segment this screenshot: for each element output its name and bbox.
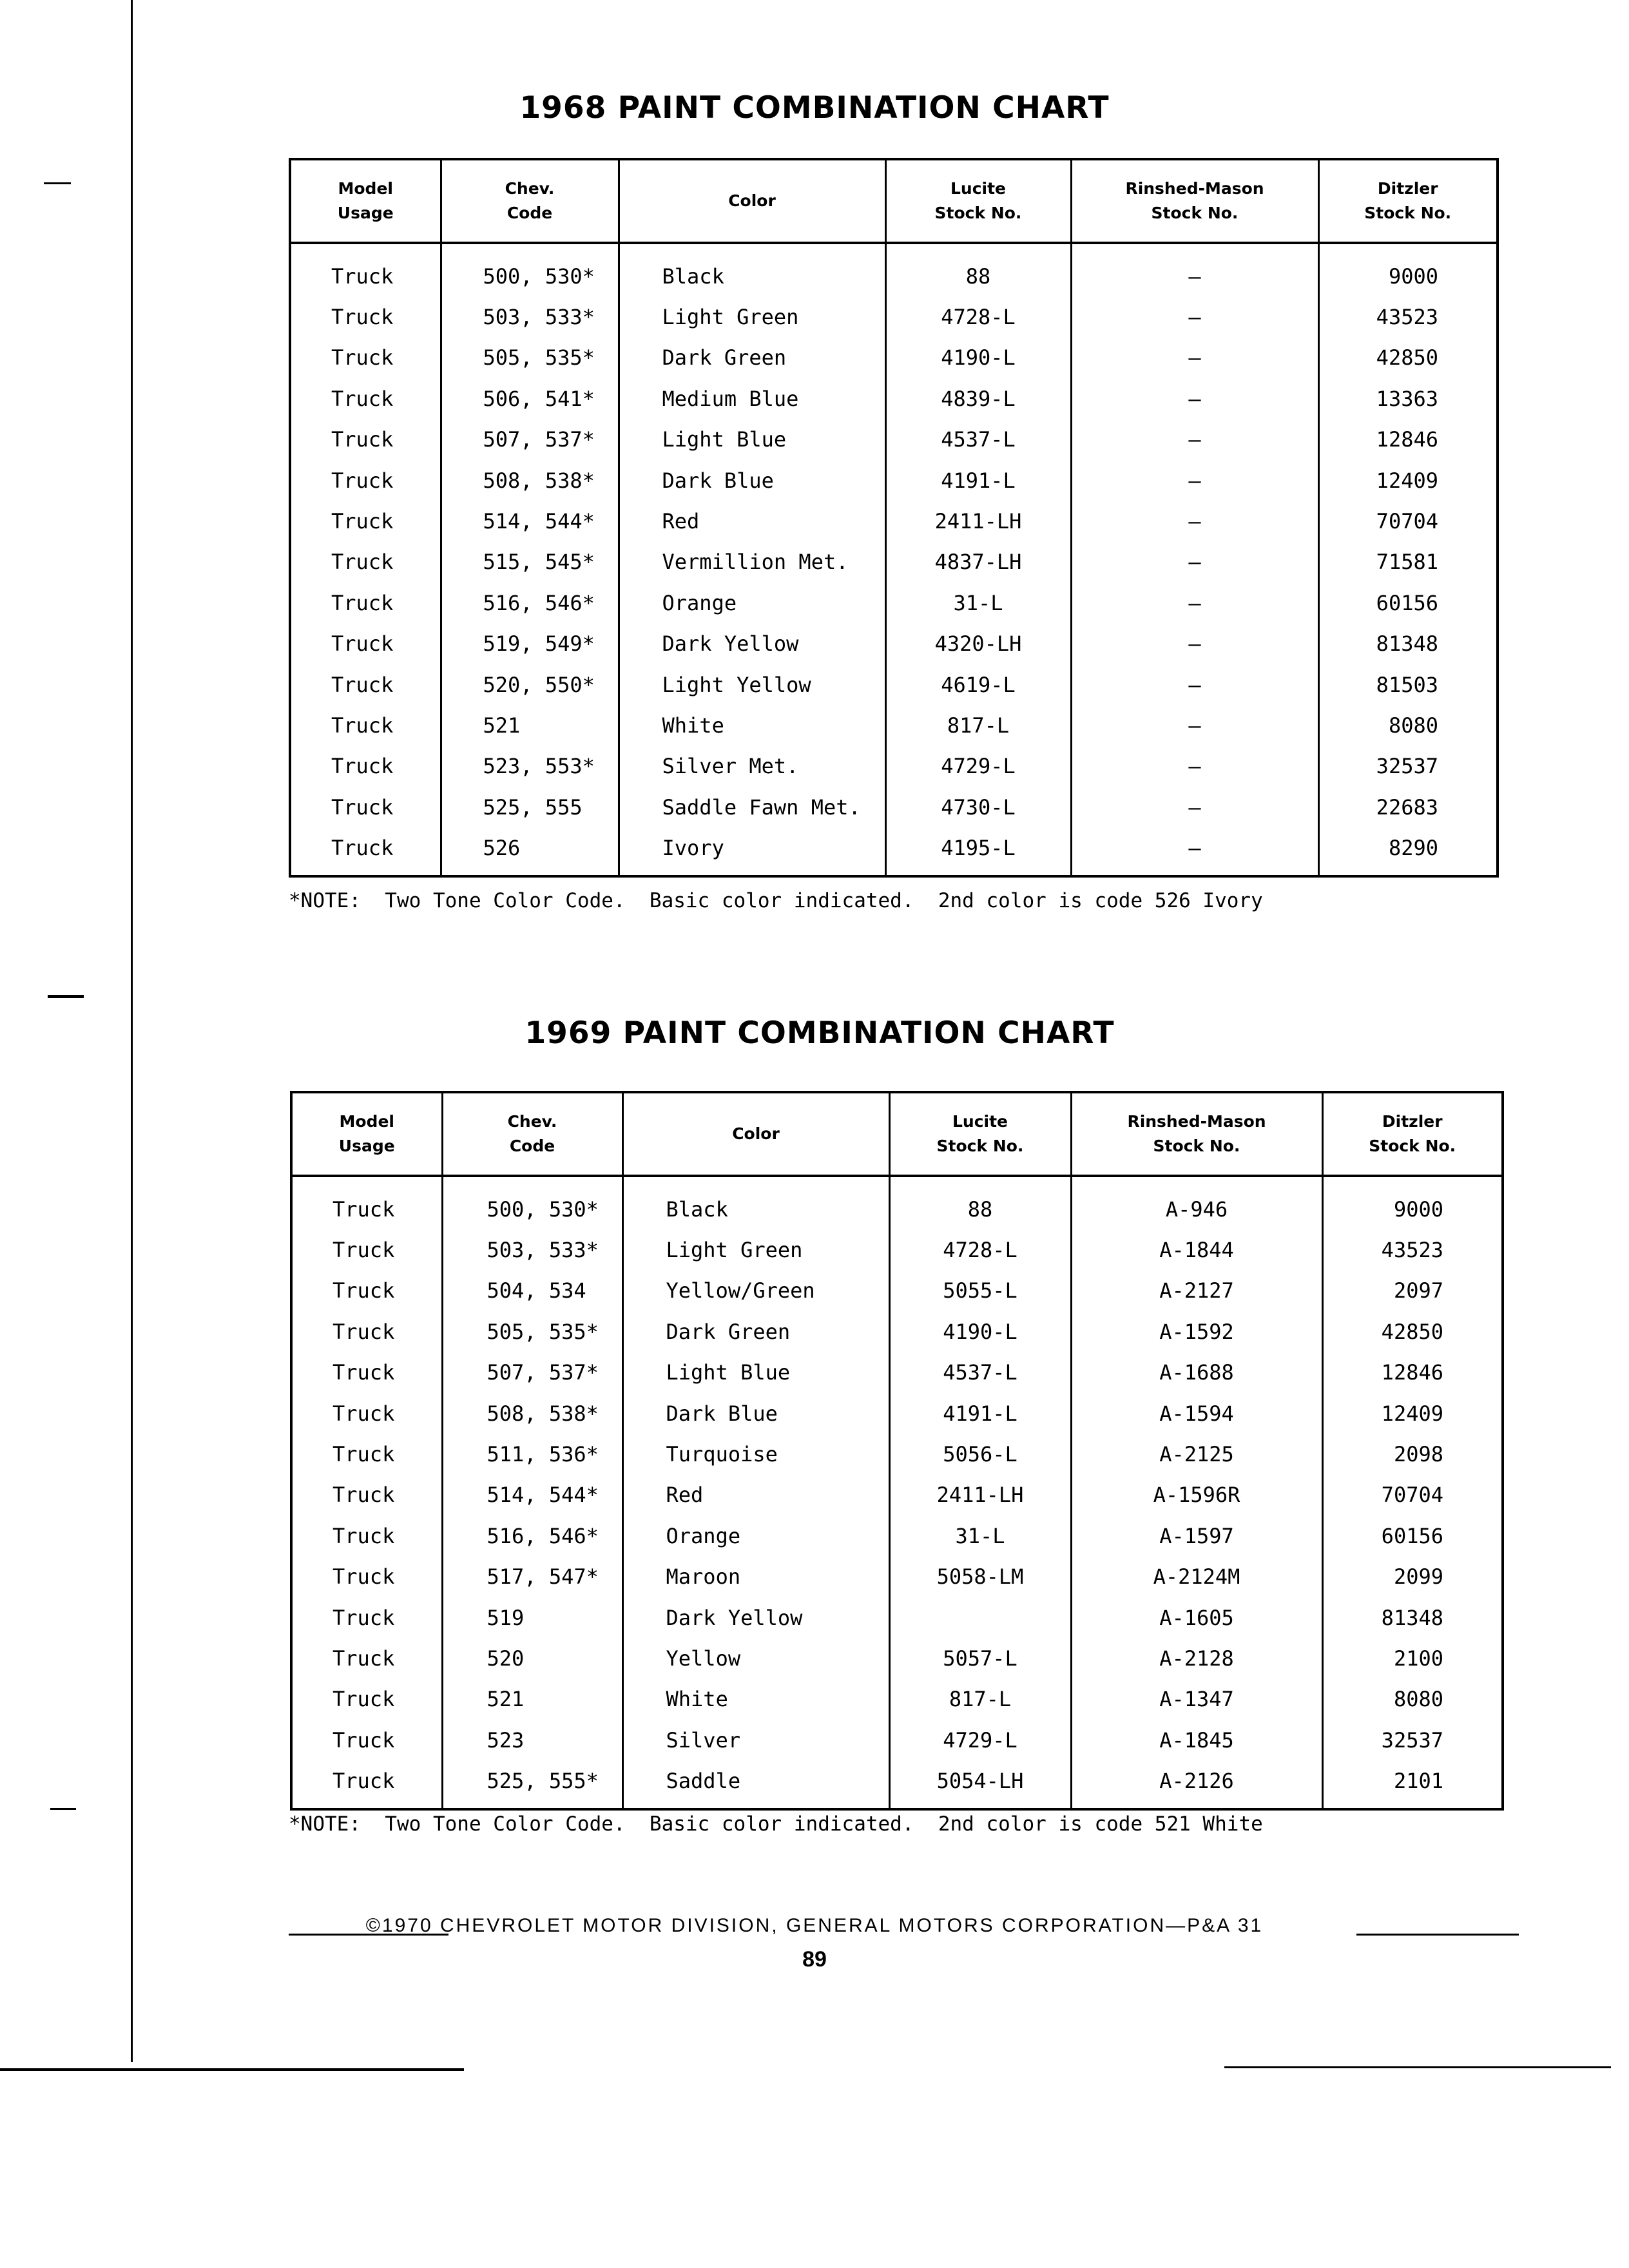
cell-color: Dark Green	[619, 338, 885, 378]
cell-ditzler: 60156	[1318, 582, 1498, 623]
cell-code: 503, 533*	[442, 1229, 622, 1270]
cell-color: Ivory	[619, 827, 885, 876]
cell-ditzler: 81348	[1318, 624, 1498, 664]
cell-lucite: 5055-L	[889, 1271, 1071, 1311]
table-row	[290, 787, 1498, 827]
cell-color: Light Green	[619, 296, 885, 337]
cell-ditzler: 2099	[1322, 1557, 1503, 1597]
cell-rinshed-mason: A-1596R	[1071, 1475, 1322, 1515]
margin-tick	[44, 182, 71, 184]
cell-ditzler: 60156	[1322, 1515, 1503, 1556]
cell-model: Truck	[291, 1393, 442, 1434]
cell-model: Truck	[291, 1229, 442, 1270]
paint-table-1969	[290, 1091, 1504, 1811]
cell-rinshed-mason: A-2127	[1071, 1271, 1322, 1311]
cell-color: Silver Met.	[619, 746, 885, 787]
footer-rule-right	[1356, 1934, 1519, 1936]
cell-color: Vermillion Met.	[619, 542, 885, 582]
table-row	[291, 1352, 1503, 1393]
cell-code: 505, 535*	[441, 338, 619, 378]
cell-code: 508, 538*	[441, 460, 619, 501]
cell-code: 500, 530*	[442, 1176, 622, 1229]
cell-rinshed-mason: –	[1071, 419, 1318, 460]
table-row	[290, 501, 1498, 541]
cell-lucite: 4837-LH	[885, 542, 1071, 582]
table-header-row	[290, 159, 1498, 243]
cell-model: Truck	[290, 624, 441, 664]
cell-code: 525, 555	[441, 787, 619, 827]
cell-color: Orange	[622, 1515, 889, 1556]
cell-rinshed-mason: A-1845	[1071, 1720, 1322, 1760]
cell-model: Truck	[290, 582, 441, 623]
cell-rinshed-mason: –	[1071, 787, 1318, 827]
cell-code: 517, 547*	[442, 1557, 622, 1597]
table-row	[291, 1475, 1503, 1515]
cell-ditzler: 13363	[1318, 378, 1498, 419]
cell-rinshed-mason: –	[1071, 501, 1318, 541]
cell-ditzler: 81348	[1322, 1597, 1503, 1638]
cell-lucite: 4728-L	[889, 1229, 1071, 1270]
table-row	[290, 664, 1498, 705]
cell-color: Dark Blue	[622, 1393, 889, 1434]
cell-model: Truck	[290, 419, 441, 460]
cell-lucite: 31-L	[885, 582, 1071, 623]
cell-model: Truck	[290, 243, 441, 296]
cell-color: Light Yellow	[619, 664, 885, 705]
table-row	[291, 1720, 1503, 1760]
header-ditzler: Ditzler Stock No.	[1322, 1092, 1503, 1176]
cell-lucite: 4729-L	[885, 746, 1071, 787]
table-row	[290, 705, 1498, 745]
cell-rinshed-mason: A-946	[1071, 1176, 1322, 1229]
header-chev-code: Chev. Code	[441, 159, 619, 243]
header-lucite: Lucite Stock No.	[889, 1092, 1071, 1176]
cell-rinshed-mason: A-1347	[1071, 1679, 1322, 1720]
cell-color: Dark Yellow	[622, 1597, 889, 1638]
cell-lucite: 5054-LH	[889, 1760, 1071, 1809]
cell-lucite: 4839-L	[885, 378, 1071, 419]
cell-code: 523	[442, 1720, 622, 1760]
cell-ditzler: 22683	[1318, 787, 1498, 827]
cell-lucite: 817-L	[889, 1679, 1071, 1720]
header-rinshed-mason: Rinshed-Mason Stock No.	[1071, 1092, 1322, 1176]
table-row	[291, 1557, 1503, 1597]
cell-rinshed-mason: A-2126	[1071, 1760, 1322, 1809]
page-number: 89	[802, 1947, 827, 1972]
header-rinshed-mason: Rinshed-Mason Stock No.	[1071, 159, 1318, 243]
copyright-footer: ©1970 CHEVROLET MOTOR DIVISION, GENERAL MOTORS CORPORATION—P&A 31	[365, 1915, 1264, 1936]
cell-lucite: 5058-LM	[889, 1557, 1071, 1597]
table-row	[290, 296, 1498, 337]
cell-lucite: 4619-L	[885, 664, 1071, 705]
cell-lucite: 5056-L	[889, 1434, 1071, 1474]
cell-model: Truck	[291, 1760, 442, 1809]
cell-rinshed-mason: A-1605	[1071, 1597, 1322, 1638]
cell-rinshed-mason: –	[1071, 460, 1318, 501]
cell-ditzler: 43523	[1322, 1229, 1503, 1270]
cell-color: Red	[619, 501, 885, 541]
header-lucite: Lucite Stock No.	[885, 159, 1071, 243]
cell-code: 503, 533*	[441, 296, 619, 337]
cell-ditzler: 12846	[1322, 1352, 1503, 1393]
cell-code: 521	[441, 705, 619, 745]
cell-model: Truck	[291, 1311, 442, 1352]
cell-color: Light Green	[622, 1229, 889, 1270]
cell-ditzler: 42850	[1322, 1311, 1503, 1352]
cell-code: 516, 546*	[442, 1515, 622, 1556]
cell-lucite: 4537-L	[885, 419, 1071, 460]
cell-model: Truck	[291, 1434, 442, 1474]
cell-ditzler: 81503	[1318, 664, 1498, 705]
margin-tick	[50, 1808, 76, 1810]
cell-model: Truck	[290, 787, 441, 827]
cell-model: Truck	[291, 1176, 442, 1229]
header-ditzler: Ditzler Stock No.	[1318, 159, 1498, 243]
margin-tick	[48, 995, 84, 998]
cell-code: 515, 545*	[441, 542, 619, 582]
cell-code: 520	[442, 1638, 622, 1678]
cell-color: Light Blue	[619, 419, 885, 460]
cell-lucite: 817-L	[885, 705, 1071, 745]
cell-model: Truck	[290, 705, 441, 745]
cell-rinshed-mason: –	[1071, 705, 1318, 745]
cell-ditzler: 8290	[1318, 827, 1498, 876]
cell-code: 500, 530*	[441, 243, 619, 296]
cell-color: Black	[619, 243, 885, 296]
cell-lucite: 88	[885, 243, 1071, 296]
cell-model: Truck	[290, 338, 441, 378]
cell-code: 514, 544*	[442, 1475, 622, 1515]
cell-rinshed-mason: –	[1071, 542, 1318, 582]
cell-ditzler: 42850	[1318, 338, 1498, 378]
cell-rinshed-mason: A-1844	[1071, 1229, 1322, 1270]
cell-model: Truck	[291, 1597, 442, 1638]
cell-code: 519, 549*	[441, 624, 619, 664]
cell-model: Truck	[291, 1271, 442, 1311]
table-row	[290, 542, 1498, 582]
cell-lucite: 4191-L	[885, 460, 1071, 501]
cell-ditzler: 70704	[1322, 1475, 1503, 1515]
cell-model: Truck	[291, 1475, 442, 1515]
cell-rinshed-mason: –	[1071, 827, 1318, 876]
cell-color: Yellow/Green	[622, 1271, 889, 1311]
table-row	[291, 1760, 1503, 1809]
cell-lucite: 2411-LH	[889, 1475, 1071, 1515]
cell-rinshed-mason: A-2125	[1071, 1434, 1322, 1474]
cell-color: Black	[622, 1176, 889, 1229]
cell-code: 523, 553*	[441, 746, 619, 787]
bottom-right-margin-line	[1224, 2066, 1611, 2068]
cell-model: Truck	[290, 542, 441, 582]
chart-1968-title: 1968 PAINT COMBINATION CHART	[519, 90, 1110, 126]
cell-model: Truck	[291, 1557, 442, 1597]
cell-rinshed-mason: –	[1071, 296, 1318, 337]
cell-color: Dark Yellow	[619, 624, 885, 664]
cell-code: 520, 550*	[441, 664, 619, 705]
cell-model: Truck	[291, 1679, 442, 1720]
cell-ditzler: 8080	[1322, 1679, 1503, 1720]
table-row	[290, 419, 1498, 460]
cell-code: 516, 546*	[441, 582, 619, 623]
cell-rinshed-mason: A-1594	[1071, 1393, 1322, 1434]
cell-color: Red	[622, 1475, 889, 1515]
cell-code: 505, 535*	[442, 1311, 622, 1352]
header-chev-code: Chev. Code	[442, 1092, 622, 1176]
cell-color: Light Blue	[622, 1352, 889, 1393]
cell-color: White	[622, 1679, 889, 1720]
cell-model: Truck	[290, 460, 441, 501]
table-row	[290, 827, 1498, 876]
cell-model: Truck	[290, 664, 441, 705]
cell-color: Saddle Fawn Met.	[619, 787, 885, 827]
cell-ditzler: 70704	[1318, 501, 1498, 541]
cell-lucite: 4537-L	[889, 1352, 1071, 1393]
cell-rinshed-mason: –	[1071, 664, 1318, 705]
paint-table-1968	[289, 158, 1499, 878]
cell-color: Yellow	[622, 1638, 889, 1678]
cell-color: Orange	[619, 582, 885, 623]
table-row	[291, 1434, 1503, 1474]
cell-color: White	[619, 705, 885, 745]
table-row	[290, 243, 1498, 296]
cell-ditzler: 9000	[1322, 1176, 1503, 1229]
cell-ditzler: 12409	[1318, 460, 1498, 501]
cell-model: Truck	[290, 378, 441, 419]
cell-rinshed-mason: –	[1071, 624, 1318, 664]
cell-model: Truck	[291, 1720, 442, 1760]
cell-lucite: 4729-L	[889, 1720, 1071, 1760]
table-row	[291, 1679, 1503, 1720]
cell-code: 521	[442, 1679, 622, 1720]
table-row	[290, 460, 1498, 501]
cell-ditzler: 2098	[1322, 1434, 1503, 1474]
cell-ditzler: 9000	[1318, 243, 1498, 296]
cell-lucite: 31-L	[889, 1515, 1071, 1556]
cell-code: 511, 536*	[442, 1434, 622, 1474]
cell-ditzler: 71581	[1318, 542, 1498, 582]
cell-lucite: 4190-L	[885, 338, 1071, 378]
table-row	[290, 746, 1498, 787]
cell-code: 508, 538*	[442, 1393, 622, 1434]
table-row	[291, 1597, 1503, 1638]
cell-ditzler: 12846	[1318, 419, 1498, 460]
cell-lucite: 4195-L	[885, 827, 1071, 876]
cell-model: Truck	[290, 746, 441, 787]
table-row	[291, 1311, 1503, 1352]
cell-model: Truck	[290, 296, 441, 337]
cell-ditzler: 2101	[1322, 1760, 1503, 1809]
cell-code: 525, 555*	[442, 1760, 622, 1809]
cell-model: Truck	[290, 501, 441, 541]
header-model-usage: Model Usage	[291, 1092, 442, 1176]
cell-ditzler: 8080	[1318, 705, 1498, 745]
table-row	[290, 338, 1498, 378]
table-row	[291, 1271, 1503, 1311]
table-row	[291, 1638, 1503, 1678]
cell-code: 506, 541*	[441, 378, 619, 419]
table-row	[290, 378, 1498, 419]
cell-color: Dark Blue	[619, 460, 885, 501]
cell-rinshed-mason: A-2128	[1071, 1638, 1322, 1678]
cell-code: 504, 534	[442, 1271, 622, 1311]
table-row	[290, 624, 1498, 664]
note-1968: *NOTE: Two Tone Color Code. Basic color indicated. 2nd color is code 526 Ivory	[289, 889, 1263, 912]
bottom-margin-line	[0, 2068, 464, 2071]
cell-color: Turquoise	[622, 1434, 889, 1474]
cell-lucite: 4730-L	[885, 787, 1071, 827]
cell-code: 507, 537*	[442, 1352, 622, 1393]
note-1969: *NOTE: Two Tone Color Code. Basic color indicated. 2nd color is code 521 White	[289, 1812, 1263, 1836]
header-color: Color	[622, 1092, 889, 1176]
cell-rinshed-mason: A-1592	[1071, 1311, 1322, 1352]
cell-model: Truck	[290, 827, 441, 876]
cell-model: Truck	[291, 1515, 442, 1556]
cell-ditzler: 32537	[1318, 746, 1498, 787]
table-row	[290, 582, 1498, 623]
cell-code: 519	[442, 1597, 622, 1638]
cell-code: 514, 544*	[441, 501, 619, 541]
cell-ditzler: 2097	[1322, 1271, 1503, 1311]
cell-color: Saddle	[622, 1760, 889, 1809]
cell-code: 507, 537*	[441, 419, 619, 460]
cell-lucite: 4190-L	[889, 1311, 1071, 1352]
cell-color: Maroon	[622, 1557, 889, 1597]
cell-rinshed-mason: –	[1071, 378, 1318, 419]
cell-code: 526	[441, 827, 619, 876]
cell-color: Silver	[622, 1720, 889, 1760]
cell-ditzler: 12409	[1322, 1393, 1503, 1434]
cell-rinshed-mason: –	[1071, 243, 1318, 296]
cell-rinshed-mason: A-1688	[1071, 1352, 1322, 1393]
cell-rinshed-mason: –	[1071, 338, 1318, 378]
cell-model: Truck	[291, 1638, 442, 1678]
cell-color: Medium Blue	[619, 378, 885, 419]
cell-lucite: 4320-LH	[885, 624, 1071, 664]
cell-model: Truck	[291, 1352, 442, 1393]
cell-lucite: 5057-L	[889, 1638, 1071, 1678]
cell-rinshed-mason: –	[1071, 582, 1318, 623]
table-row	[291, 1393, 1503, 1434]
table-row	[291, 1229, 1503, 1270]
cell-ditzler: 2100	[1322, 1638, 1503, 1678]
cell-color: Dark Green	[622, 1311, 889, 1352]
table-row	[291, 1176, 1503, 1229]
cell-lucite: 4728-L	[885, 296, 1071, 337]
cell-lucite	[889, 1597, 1071, 1638]
cell-rinshed-mason: –	[1071, 746, 1318, 787]
header-model-usage: Model Usage	[290, 159, 441, 243]
cell-ditzler: 32537	[1322, 1720, 1503, 1760]
header-color: Color	[619, 159, 885, 243]
cell-rinshed-mason: A-2124M	[1071, 1557, 1322, 1597]
chart-1969-title: 1969 PAINT COMBINATION CHART	[525, 1015, 1115, 1051]
cell-lucite: 4191-L	[889, 1393, 1071, 1434]
cell-rinshed-mason: A-1597	[1071, 1515, 1322, 1556]
table-header-row	[291, 1092, 1503, 1176]
cell-ditzler: 43523	[1318, 296, 1498, 337]
cell-lucite: 88	[889, 1176, 1071, 1229]
cell-lucite: 2411-LH	[885, 501, 1071, 541]
table-row	[291, 1515, 1503, 1556]
